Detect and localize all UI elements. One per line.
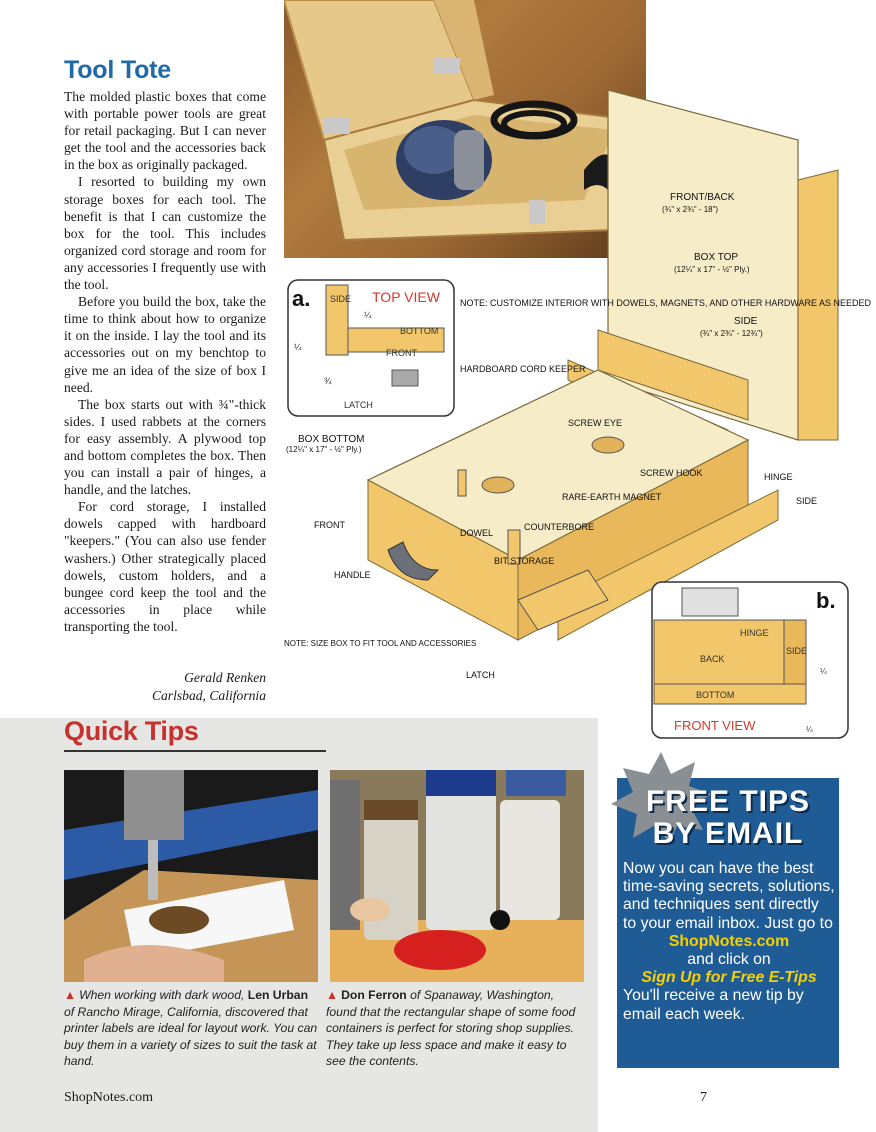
article-paragraph: I resorted to building my own storage boxes for each tool. The benefit is that I can customize the box for the tool. This includes organized cord storage and room for any accessories I frequently use with the tool. (64, 174, 266, 293)
exploded-drawing (268, 80, 876, 740)
email-line-3: You'll receive a new tip by email each week. (623, 987, 804, 1023)
latch-label: LATCH (466, 670, 495, 680)
food-containers-photo (330, 770, 584, 982)
detail-b-quarter: ¼ (806, 725, 813, 734)
sign-up-link[interactable]: Sign Up for Free E-Tips (641, 969, 817, 987)
quick-tips-rule (64, 750, 326, 752)
detail-a-bottom: BOTTOM (400, 326, 439, 336)
front-label: FRONT (314, 520, 345, 530)
shopnotes-link[interactable]: ShopNotes.com (668, 932, 790, 950)
drill-press-photo (64, 770, 318, 982)
detail-a-quarter-left: ¼ (294, 342, 302, 352)
article-paragraph: For cord storage, I installed dowels capped with hardboard "keepers." (You can also use fender washers.) Other strategically placed dowels, custom holders, and a bungee cord keep the tool and the accessories in place while transporting the tool. (64, 499, 266, 634)
detail-a-three-quarter: ¾ (324, 376, 332, 386)
tip1-lead: When working with dark wood, (79, 988, 248, 1002)
free-tips-text (623, 860, 835, 1024)
screw-eye-label: SCREW EYE (568, 418, 623, 428)
detail-a-side: SIDE (330, 294, 352, 304)
detail-b-quarter-right: ¼ (820, 667, 827, 676)
hardboard-label: HARDBOARD CORD KEEPER (460, 364, 586, 374)
front-back-label: FRONT/BACK (670, 192, 735, 203)
email-line-2: and click on (687, 951, 771, 969)
article-title: Tool Tote (64, 56, 171, 84)
detail-a-front: FRONT (386, 348, 417, 358)
front-back-dim: (¾" x 2¾" - 18") (662, 205, 719, 214)
side-label-2: SIDE (796, 496, 818, 506)
detail-a-letter: a. (292, 286, 311, 311)
bit-storage-label: BIT STORAGE (494, 556, 555, 566)
triangle-bullet-icon: ▲ (64, 988, 77, 1002)
article-paragraph: Before you build the box, take the time to think about how to organize it on the inside. I lay the tool and its accessories out on my benchtop to give me an idea of the size of box I need. (64, 294, 266, 395)
tip2-rest: of Spanaway, Washington, found that the rectangular shape of some food containers is perfect for storing shop supplies. They take up less space and make it easy to see the contents. (326, 988, 576, 1068)
box-bottom-label: BOX BOTTOM (298, 434, 365, 445)
page-number: 7 (700, 1090, 707, 1105)
triangle-bullet-icon: ▲ (326, 988, 339, 1002)
article-paragraph: The box starts out with ¾"-thick sides. I used rabbets at the corners for easy assembly. A plywood top and bottom completes the box. Then you can install a pair of hinges, a handle, and the latches. (64, 396, 266, 498)
tip2-name: Don Ferron (341, 988, 407, 1002)
detail-a-title: TOP VIEW (372, 289, 440, 305)
detail-b-side: SIDE (786, 646, 808, 656)
tip1-name: Len Urban (247, 988, 309, 1002)
dowel-label: DOWEL (460, 528, 494, 538)
box-top-dim: (12¼" x 17" - ½" Ply.) (674, 265, 750, 274)
svg-text:NOTE: CUSTOMIZE INTERIOR WITH (460, 298, 872, 308)
detail-a-quarter: ¼ (364, 310, 372, 320)
screw-hook-label: SCREW HOOK (640, 468, 703, 478)
author-location: Carlsbad, California (151, 688, 266, 703)
counterbore-label: COUNTERBORE (524, 522, 595, 532)
detail-b-back: BACK (700, 654, 725, 664)
hinge-label: HINGE (764, 472, 793, 482)
rare-earth-label: RARE-EARTH MAGNET (562, 492, 662, 502)
footer-site: ShopNotes.com (64, 1090, 154, 1105)
tip1-rest: of Rancho Mirage, California, discovered that printer labels are ideal for layout work. You can buy them in a variety of sizes to suit the task at hand. (64, 1004, 318, 1068)
free-tips-headline (617, 786, 839, 850)
quick-tips-title: Quick Tips (64, 716, 199, 746)
email-line-1: Now you can have the best time-saving secrets, solutions, and techniques sent directly to your email inbox. Just go to (623, 860, 835, 932)
note-bottom: NOTE: SIZE BOX TO FIT TOOL AND ACCESSORIES (284, 639, 477, 648)
tip-caption-2 (326, 987, 580, 1070)
headline-line-2: BY EMAIL (652, 817, 804, 850)
box-top-label: BOX TOP (694, 252, 739, 263)
box-bottom-dim: (12¼" x 17" - ½" Ply.) (286, 445, 362, 454)
detail-b-bottom: BOTTOM (696, 690, 735, 700)
headline-line-1: FREE TIPS (645, 785, 811, 818)
tip-caption-1 (64, 987, 318, 1070)
detail-b-hinge: HINGE (740, 628, 769, 638)
article-paragraph: The molded plastic boxes that come with portable power tools are great for retail packaging. But I can never get the tool and the accessories back in the box as originally packaged. (64, 89, 266, 173)
detail-b-title: FRONT VIEW (674, 718, 756, 733)
author-name: Gerald Renken (184, 670, 266, 685)
detail-a-latch: LATCH (344, 400, 373, 410)
note-top: NOTE: CUSTOMIZE INTERIOR WITH DOWELS, MAGNETS, AND OTHER HARDWARE AS NEEDED (460, 298, 872, 308)
side-dim: (¾" x 2¾" - 12¾") (700, 329, 763, 338)
detail-b-letter: b. (816, 588, 836, 613)
handle-label: HANDLE (334, 570, 371, 580)
side-label: SIDE (734, 316, 758, 327)
article-body (64, 88, 266, 635)
